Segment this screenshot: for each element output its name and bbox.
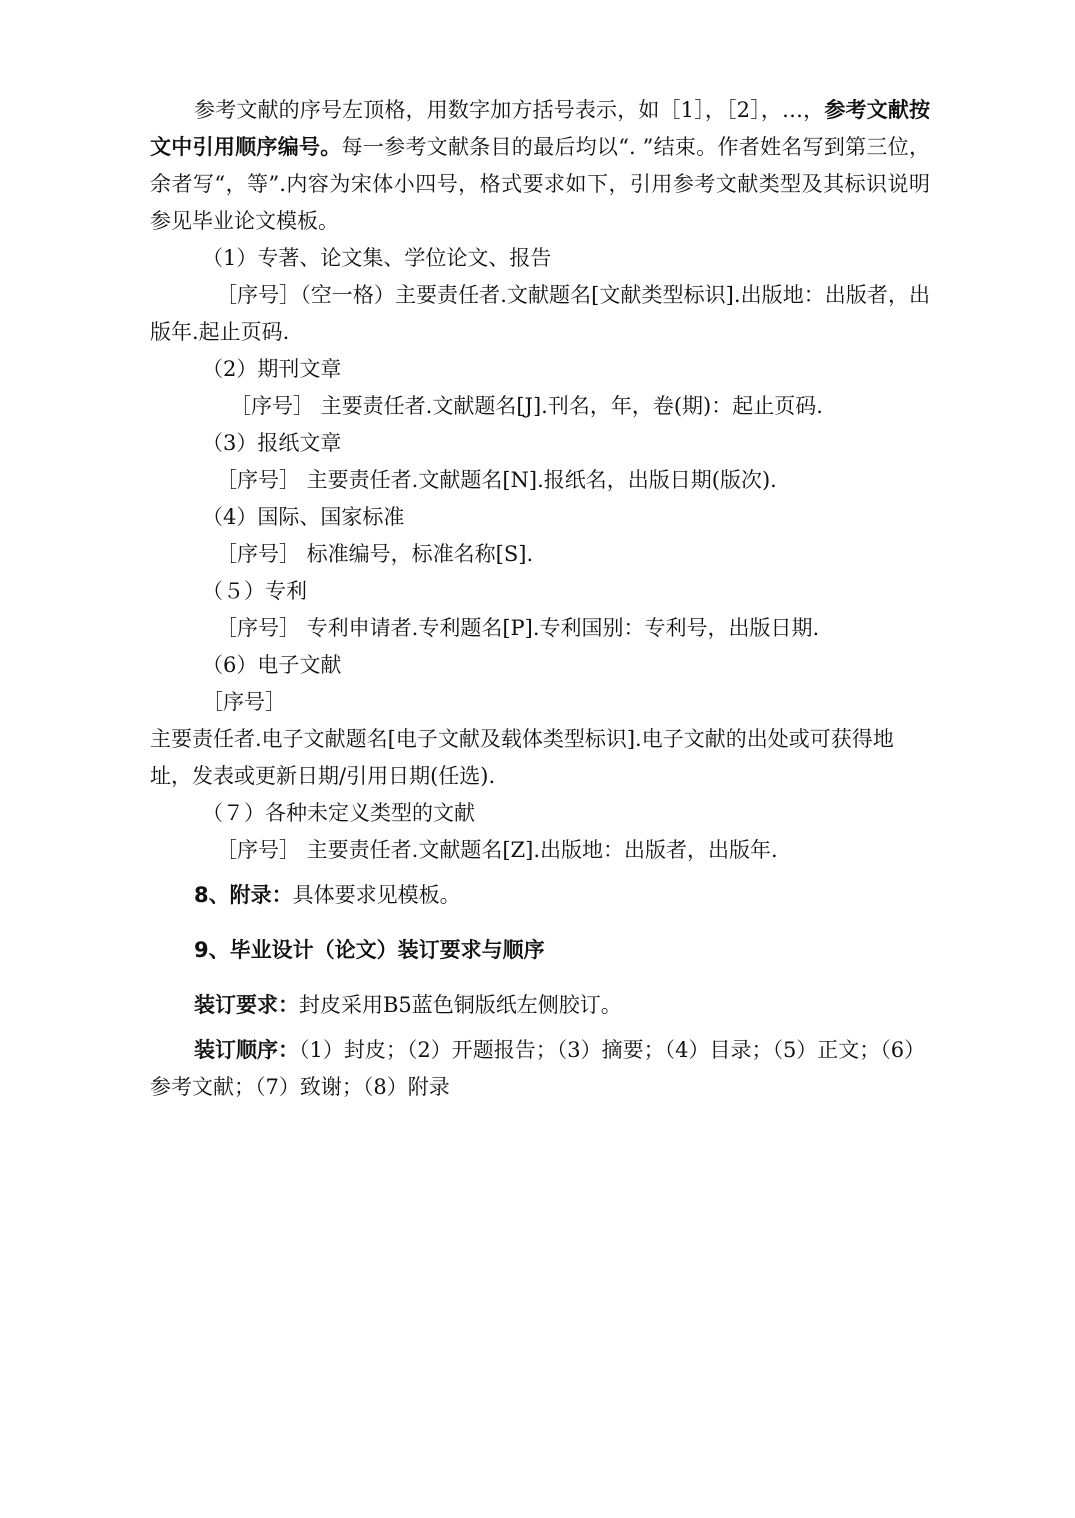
type-4-title: （4）国际、国家标准 <box>202 505 405 529</box>
type-6-format-body: 主要责任者.电子文献题名[电子文献及载体类型标识].电子文献的出处或可获得地址，发表或更新日期/引用日期(任选). <box>150 727 894 788</box>
type-5-format: ［序号］ 专利申请者.专利题名[P].专利国别：专利号，出版日期. <box>216 616 820 640</box>
type-4-format: ［序号］ 标准编号，标准名称[S]. <box>216 542 534 566</box>
type-6-title: （6）电子文献 <box>202 653 342 677</box>
binding-order-text: （1）封皮；（2）开题报告；（3）摘要；（4）目录；（5）正文；（6）参考文献；（7）致谢；（8）附录 <box>150 1038 926 1099</box>
section-9-heading: 9、毕业设计（论文）装订要求与顺序 <box>194 938 545 962</box>
type-3-title: （3）报纸文章 <box>202 431 342 455</box>
appendix-label: 8、附录： <box>194 883 293 907</box>
appendix-text: 具体要求见模板。 <box>292 883 461 907</box>
intro-bold-text: 参考文献按文中引用顺序编号。 <box>150 98 930 159</box>
binding-requirement <box>150 987 930 1024</box>
binding-order <box>150 1032 930 1106</box>
type-3-format: ［序号］ 主要责任者.文献题名[N].报纸名，出版日期(版次). <box>216 468 777 492</box>
type-2-title: （2）期刊文章 <box>202 357 342 381</box>
document-body <box>150 92 930 1106</box>
type-7-format: ［序号］ 主要责任者.文献题名[Z].出版地：出版者，出版年. <box>216 838 778 862</box>
type-2-format: ［序号］ 主要责任者.文献题名[J].刊名，年，卷(期)：起止页码. <box>230 394 823 418</box>
type-6-format-number: ［序号］ <box>202 690 286 714</box>
intro-paragraph <box>150 92 930 240</box>
binding-requirement-text: 封皮采用B5蓝色铜版纸左侧胶订。 <box>299 993 622 1017</box>
type-1-title: （1）专著、论文集、学位论文、报告 <box>202 246 552 270</box>
intro-text-b: 每一参考文献条目的最后均以“. ”结束。作者姓名写到第三位，余者写“，等”.内容为宋体小四号，格式要求如下，引用参考文献类型及其标识说明参见毕业论文模板。 <box>150 135 930 233</box>
intro-text-a: 参考文献的序号左顶格，用数字加方括号表示，如［1］，［2］，…， <box>194 98 825 122</box>
appendix-paragraph <box>150 877 930 914</box>
type-1-format: ［序号］（空一格）主要责任者.文献题名[文献类型标识].出版地：出版者，出版年.起止页码. <box>150 283 930 344</box>
binding-order-label: 装订顺序： <box>194 1038 299 1062</box>
type-7-title: （７）各种未定义类型的文献 <box>202 801 475 825</box>
type-5-title: （５）专利 <box>202 579 307 603</box>
binding-requirement-label: 装订要求： <box>194 993 299 1017</box>
